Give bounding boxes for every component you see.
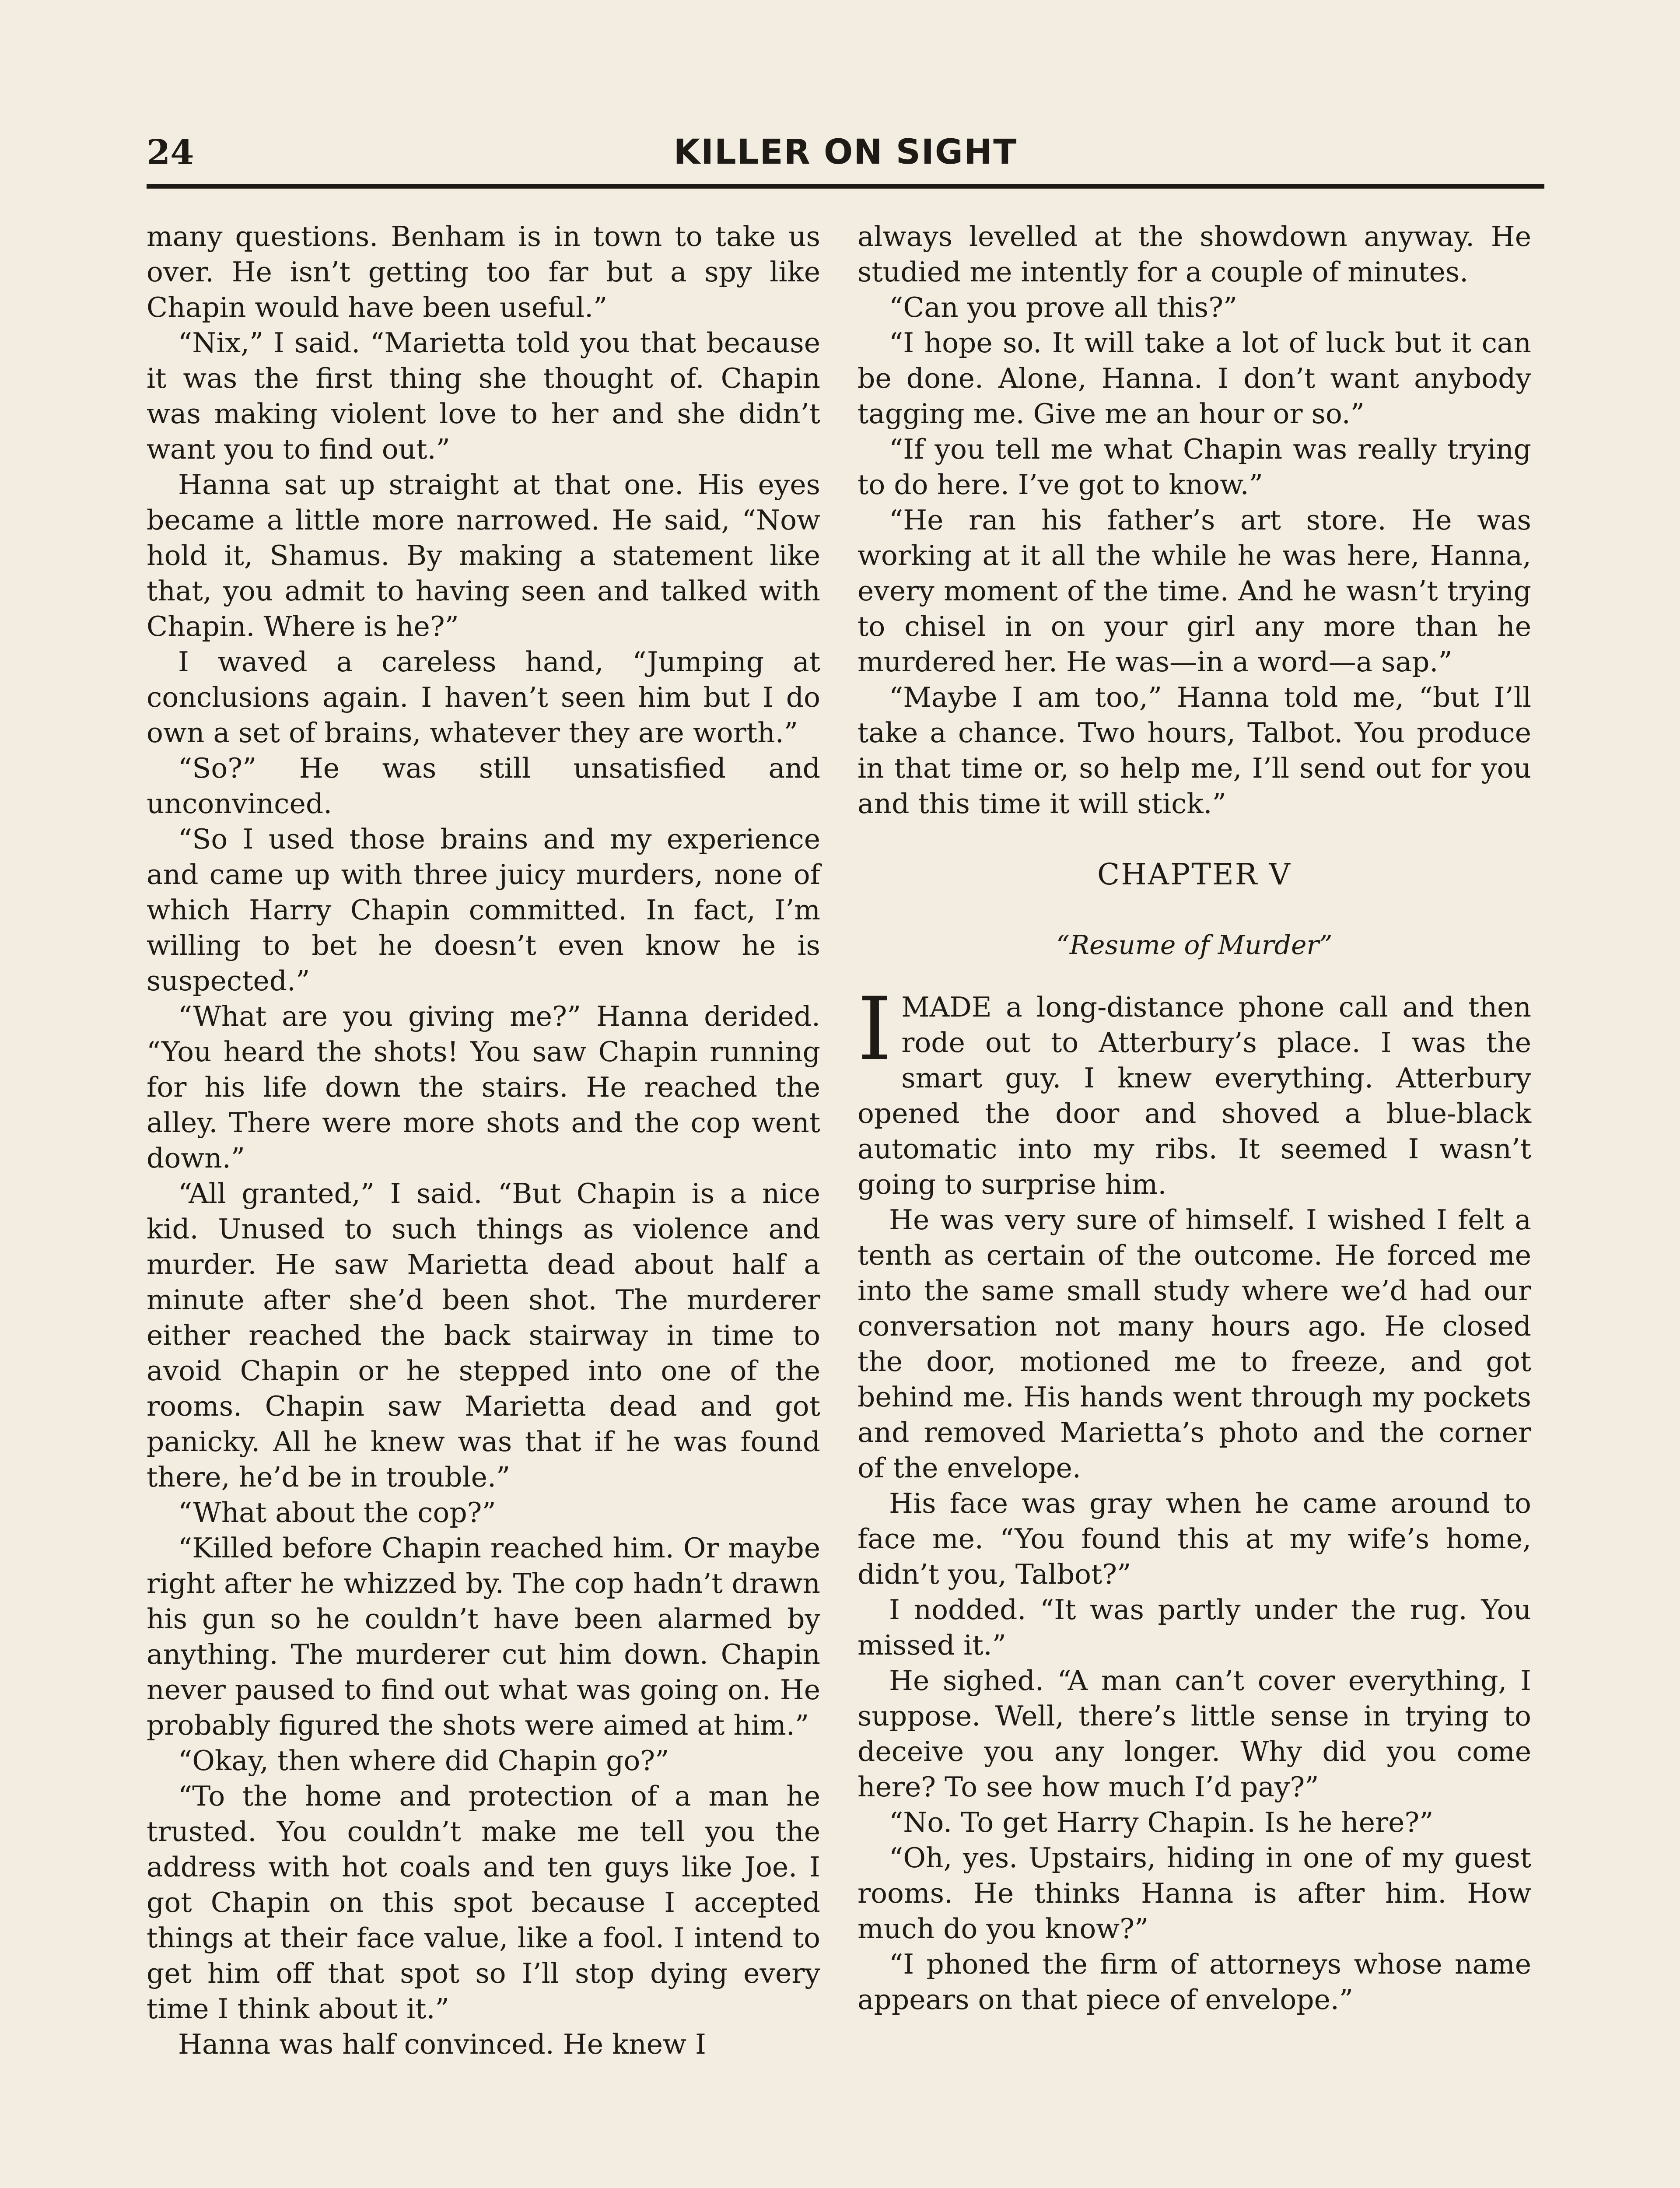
paragraph: “So?” He was still unsatisfied and unconvinced.	[147, 752, 820, 820]
paragraph: “What are you giving me?” Hanna derided. “You heard the shots! You saw Chapin running for his life down the stairs. He reached the alley. There were more shots and the cop went down.”	[147, 1000, 820, 1174]
paragraph: Hanna sat up straight at that one. His eyes became a little more narrowed. He said, “Now hold it, Shamus. By making a statement like that, you admit to having seen and talked with Chapin. Where is he?”	[147, 469, 820, 642]
paragraph: always levelled at the showdown anyway. He studied me intently for a couple of minutes.	[858, 221, 1531, 288]
paragraph: “I hope so. It will take a lot of luck but it can be done. Alone, Hanna. I don’t want anybody tagging me. Give me an hour or so.”	[858, 327, 1531, 430]
paragraph: “No. To get Harry Chapin. Is he here?”	[889, 1806, 1434, 1838]
right-column	[858, 219, 1531, 2017]
paragraph: “Killed before Chapin reached him. Or maybe right after he whizzed by. The cop hadn’t drawn his gun so he couldn’t have been alarmed by anything. The murderer cut him down. Chapin never paused to find out what was going on. He probably figured the shots were aimed at him.”	[147, 1532, 820, 1741]
paragraph: many questions. Benham is in town to take us over. He isn’t getting too far but a spy like Chapin would have been useful.”	[147, 221, 820, 323]
page-number: 24	[147, 133, 194, 172]
paragraph: “I phoned the firm of attorneys whose name appears on that piece of envelope.”	[858, 1948, 1531, 2016]
paragraph: “What about the cop?”	[178, 1497, 496, 1529]
chapter-opening-text: MADE a long-distance phone call and then rode out to Atterbury’s place. I was the smart guy. I knew everything. Atterbury opened the door and shoved a blue-black automatic into my ribs. It seemed I wasn’t going to surprise him.	[858, 991, 1531, 1200]
paragraph: His face was gray when he came around to face me. “You found this at my wife’s home, didn’t you, Talbot?”	[858, 1487, 1531, 1590]
paragraph: “He ran his father’s art store. He was working at it all the while he was here, Hanna, every moment of the time. And he wasn’t trying to chisel in on your girl any more than he murdered her. He was—in a word—a sap.”	[858, 504, 1531, 678]
paragraph: “Nix,” I said. “Marietta told you that because it was the first thing she thought of. Chapin was making violent love to her and she didn’t want you to find out.”	[147, 327, 820, 465]
paragraph: He was very sure of himself. I wished I felt a tenth as certain of the outcome. He forced me into the same small study where we’d had our conversation not many hours ago. He closed the door, motioned me to freeze, and got behind me. His hands went through my pockets and removed Marietta’s photo and the corner of the envelope.	[858, 1204, 1531, 1484]
page-header	[147, 129, 1544, 182]
paragraph: I waved a careless hand, “Jumping at conclusions again. I haven’t seen him but I do own a set of brains, whatever they are worth.”	[147, 646, 820, 749]
chapter-heading: CHAPTER V	[1097, 857, 1292, 891]
paragraph: “All granted,” I said. “But Chapin is a nice kid. Unused to such things as violence and murder. He saw Marietta dead about half a minute after she’d been shot. The murderer either reached the back stairway in time to avoid Chapin or he stepped into one of the rooms. Chapin saw Marietta dead and got panicky. All he knew was that if he was found there, he’d be in trouble.”	[147, 1178, 820, 1493]
paragraph: “Oh, yes. Upstairs, hiding in one of my guest rooms. He thinks Hanna is after him. How much do you know?”	[858, 1842, 1531, 1945]
paragraph: I nodded. “It was partly under the rug. You missed it.”	[858, 1594, 1531, 1661]
running-title: KILLER ON SIGHT	[673, 133, 1018, 172]
paragraph: He sighed. “A man can’t cover everything, I suppose. Well, there’s little sense in trying to deceive you any longer. Why did you come here? To see how much I’d pay?”	[858, 1665, 1531, 1803]
paragraph: “Okay, then where did Chapin go?”	[178, 1745, 669, 1777]
paragraph: “Can you prove all this?”	[889, 291, 1238, 323]
paragraph: “If you tell me what Chapin was really trying to do here. I’ve got to know.”	[858, 433, 1531, 501]
chapter-opening-paragraph	[858, 978, 1531, 1202]
paragraph: “So I used those brains and my experience and came up with three juicy murders, none of which Harry Chapin committed. In fact, I’m willing to bet he doesn’t even know he is suspected.”	[147, 823, 820, 997]
paragraph: “Maybe I am too,” Hanna told me, “but I’ll take a chance. Two hours, Talbot. You produce in that time or, so help me, I’ll send out for you and this time it will stick.”	[858, 681, 1531, 820]
chapter-body	[858, 978, 1531, 2017]
header-rule	[147, 184, 1544, 189]
paragraph: “To the home and protection of a man he trusted. You couldn’t make me tell you the address with hot coals and ten guys like Joe. I got Chapin on this spot because I accepted things at their face value, like a fool. I intend to get him off that spot so I’ll stop dying every time I think about it.”	[147, 1780, 820, 2025]
drop-cap: I	[858, 978, 892, 1080]
chapter-subtitle: “Resume of Murder”	[1056, 930, 1333, 961]
paragraph: Hanna was half convinced. He knew I	[178, 2028, 706, 2060]
left-column	[147, 219, 820, 2062]
